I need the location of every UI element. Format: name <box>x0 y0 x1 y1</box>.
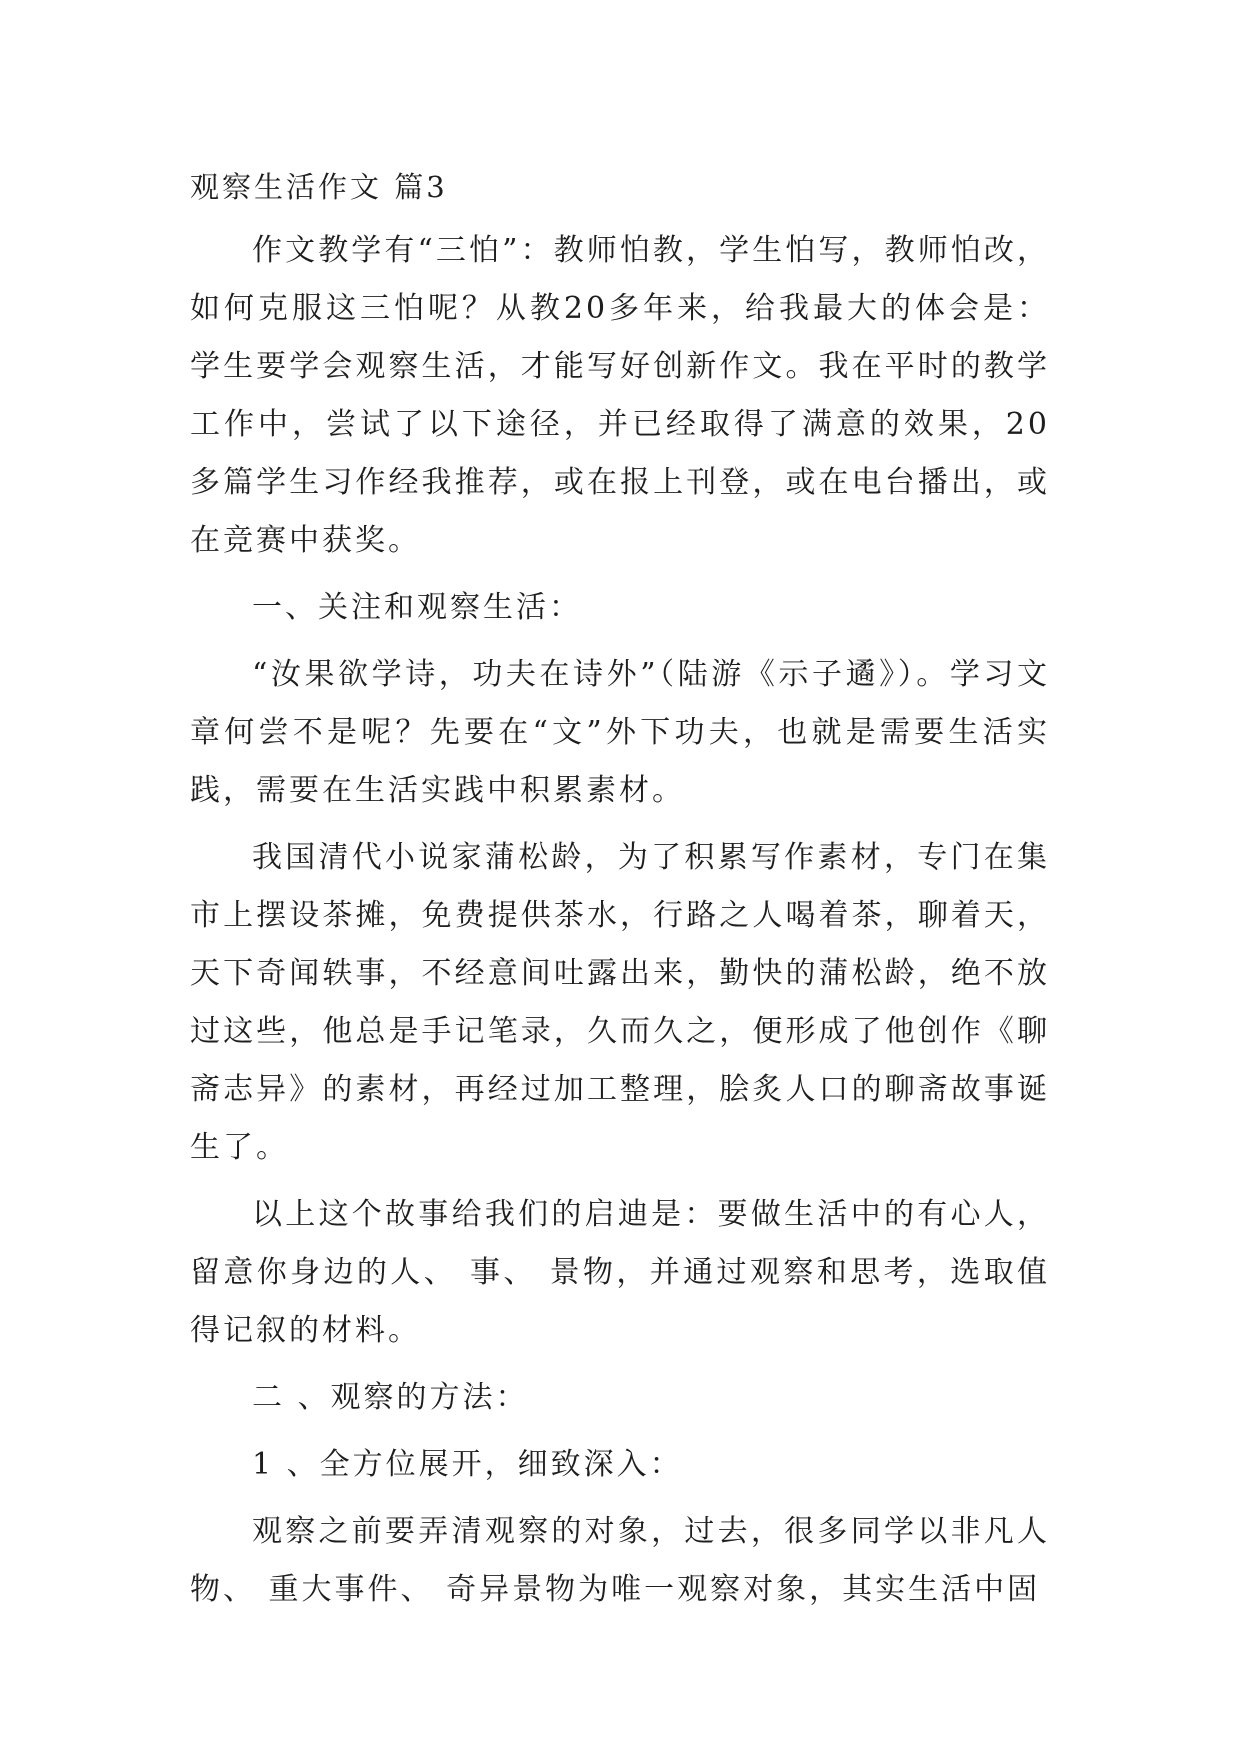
heading-section-2: 二 、观察的方法： <box>252 1380 529 1415</box>
paragraph-observation: 观察之前要弄清观察的对象，过去，很多同学以非凡人物、 重大事件、 奇异景物为唯一观察对象，其实生活中固 <box>190 1514 1050 1607</box>
paragraph-quote: “汝果欲学诗，功夫在诗外”（陆游《示子遹》）。学习文章何尝不是呢？先要在“文”外下功夫，也就是需要生活实践，需要在生活实践中积累素材。 <box>190 657 1050 808</box>
heading-subsection-1: 1 、全方位展开，细致深入： <box>252 1447 683 1482</box>
paragraph-intro: 作文教学有“三怕”：教师怕教，学生怕写，教师怕改，如何克服这三怕呢？从教20多年来，给我最大的体会是：学生要学会观察生活，才能写好创新作文。我在平时的教学工作中，尝试了以下途径，并已经取得了满意的效果，20多篇学生习作经我推荐，或在报上刊登，或在电台播出，或在竞赛中获奖。 <box>190 233 1050 558</box>
document-body <box>190 158 1050 1628</box>
paragraph-inspiration: 以上这个故事给我们的启迪是：要做生活中的有心人，留意你身边的人、 事、 景物，并通过观察和思考，选取值得记叙的材料。 <box>190 1197 1050 1348</box>
heading-section-1: 一、关注和观察生活： <box>252 590 582 625</box>
paragraph-pu-songling: 我国清代小说家蒲松龄，为了积累写作素材，专门在集市上摆设茶摊，免费提供茶水，行路之人喝着茶，聊着天，天下奇闻轶事，不经意间吐露出来，勤快的蒲松龄，绝不放过这些，他总是手记笔录，久而久之，便形成了他创作《聊斋志异》的素材，再经过加工整理，脍炙人口的聊斋故事诞生了。 <box>190 840 1050 1165</box>
document-title: 观察生活作文 篇3 <box>190 170 448 204</box>
